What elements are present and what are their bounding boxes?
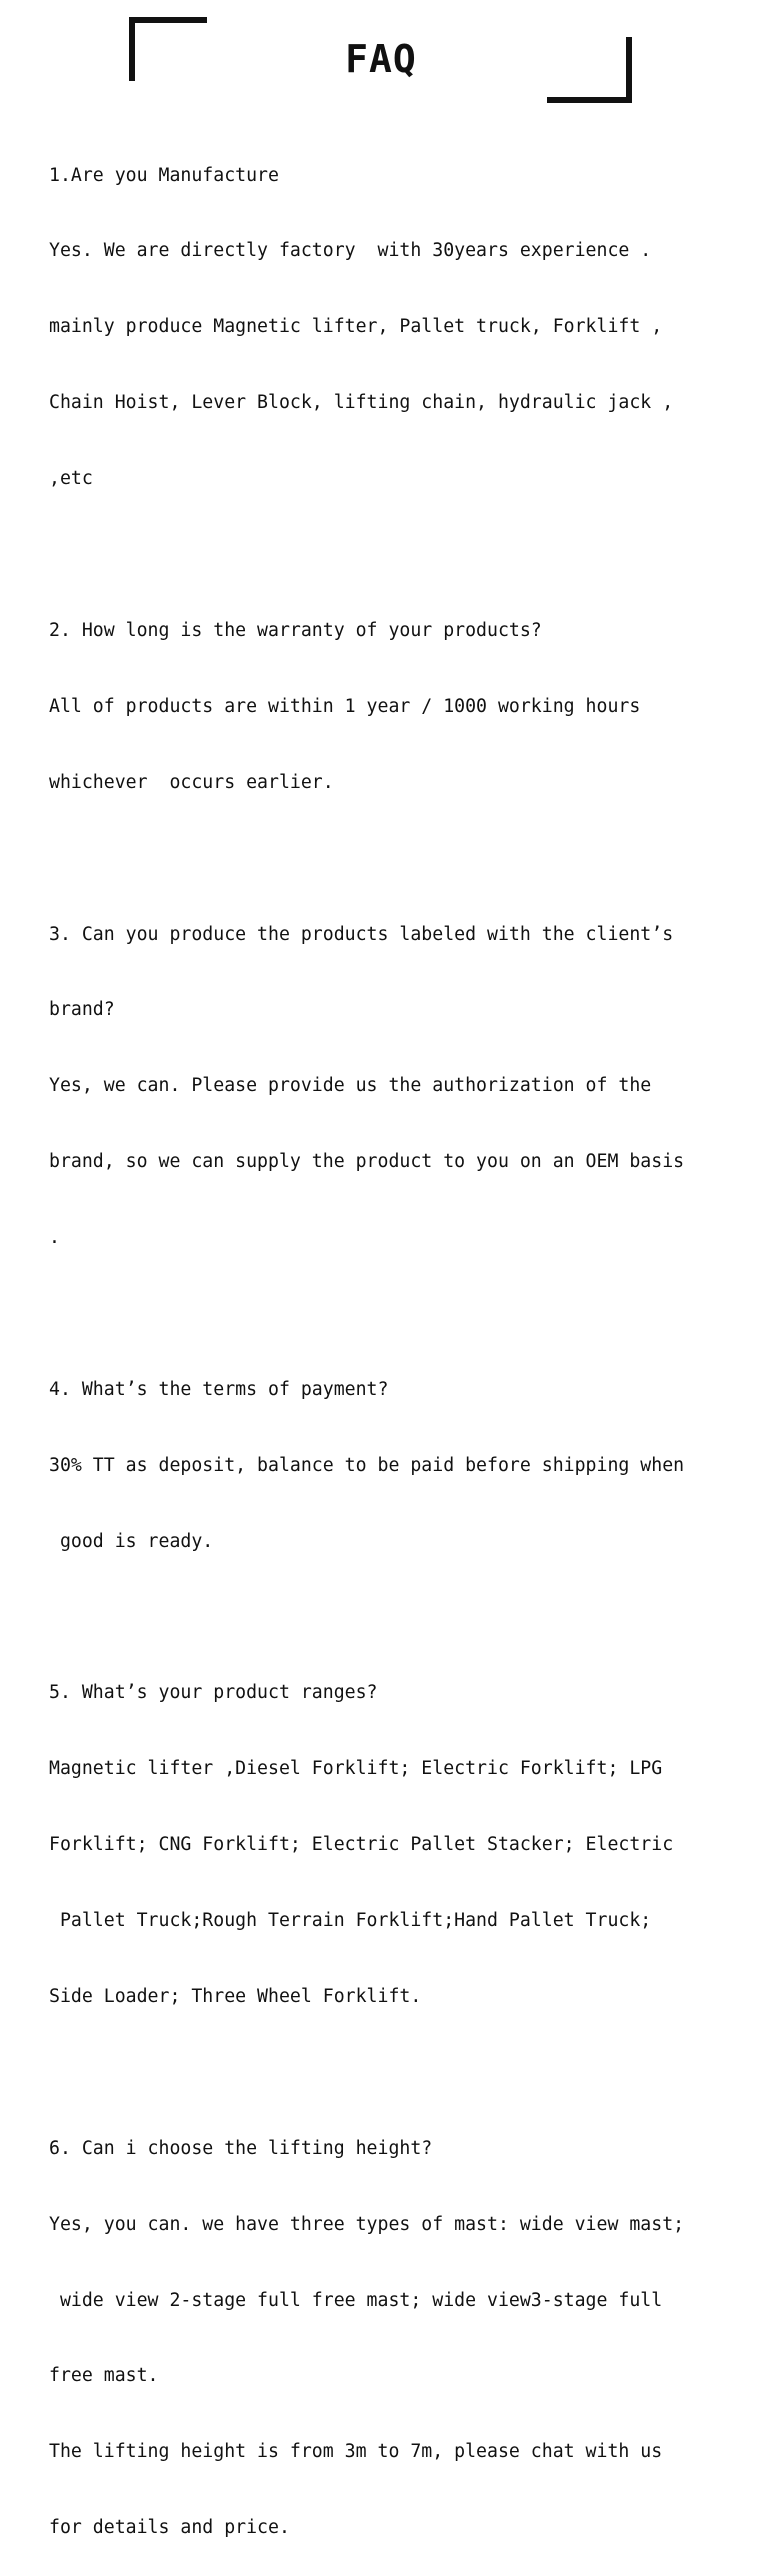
faq-line: Yes, you can. we have three types of mast: wide view mast; — [49, 2213, 685, 2235]
faq-line: wide view 2-stage full free mast; wide view3-stage full — [49, 2289, 663, 2311]
faq-line: 1.Are you Manufacture — [49, 164, 279, 186]
faq-line: brand? — [49, 999, 115, 1021]
faq-line: 2. How long is the warranty of your products? — [49, 619, 542, 641]
faq-line: 5. What’s your product ranges? — [49, 1682, 378, 1704]
faq-line: ,etc — [49, 468, 93, 490]
faq-line: Yes. We are directly factory with 30years experience . — [49, 240, 652, 262]
faq-line: . — [49, 1227, 60, 1249]
faq-line — [49, 2060, 739, 2085]
faq-line: for details and price. — [49, 2517, 290, 2539]
faq-line: brand, so we can supply the product to you on an OEM basis — [49, 1151, 685, 1173]
faq-line: Yes, we can. Please provide us the authorization of the — [49, 1075, 652, 1097]
faq-line: 6. Can i choose the lifting height? — [49, 2137, 433, 2159]
faq-line: Chain Hoist, Lever Block, lifting chain, hydraulic jack , — [49, 392, 674, 414]
faq-line: 4. What’s the terms of payment? — [49, 1378, 389, 1400]
faq-line: 3. Can you produce the products labeled with the client’s — [49, 923, 674, 945]
faq-line: good is ready. — [49, 1530, 214, 1552]
faq-line: mainly produce Magnetic lifter, Pallet truck, Forklift , — [49, 316, 663, 338]
faq-text — [49, 112, 739, 2566]
faq-line — [49, 542, 739, 567]
faq-line: free mast. — [49, 2365, 159, 2387]
faq-line: Forklift; CNG Forklift; Electric Pallet Stacker; Electric — [49, 1834, 674, 1856]
faq-line: 30% TT as deposit, balance to be paid before shipping when — [49, 1454, 685, 1476]
faq-line — [49, 846, 739, 871]
faq-line: Magnetic lifter ,Diesel Forklift; Electric Forklift; LPG — [49, 1758, 663, 1780]
faq-line: Pallet Truck;Rough Terrain Forklift;Hand Pallet Truck; — [49, 1910, 652, 1932]
faq-line: The lifting height is from 3m to 7m, please chat with us — [49, 2441, 663, 2463]
faq-line: Side Loader; Three Wheel Forklift. — [49, 1985, 422, 2007]
faq-line: All of products are within 1 year / 1000 working hours — [49, 695, 641, 717]
corner-bracket-bottom-right — [547, 37, 632, 103]
page-title: FAQ — [345, 37, 417, 81]
faq-line: whichever occurs earlier. — [49, 771, 334, 793]
faq-line — [49, 1301, 739, 1326]
faq-line — [49, 1605, 739, 1630]
